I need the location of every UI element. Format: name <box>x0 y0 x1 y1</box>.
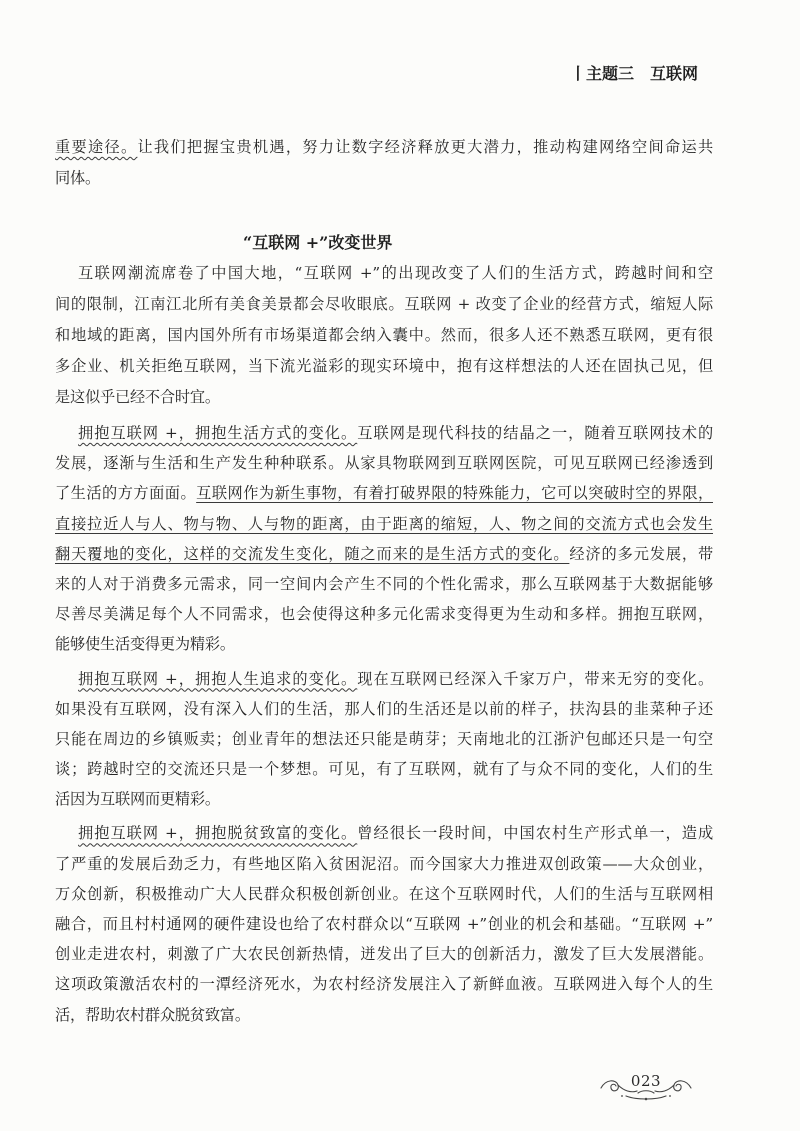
text-line <box>55 664 713 694</box>
running-header <box>570 62 698 86</box>
text-segment: 是这似乎已经不合时宜。 <box>55 388 220 406</box>
text-line <box>55 694 713 724</box>
text-segment: 互联网潮流席卷了中国大地，“互联网 +”的出现改变了人们的生活方式，跨越时间和空 <box>78 264 713 282</box>
text-segment: 互联网是现代科技的结晶之一，随着互联网技术的 <box>357 424 713 442</box>
text-segment: 万众创新，积极推动广大人民群众积极创新创业。在这个互联网时代，人们的生活与互联网相 <box>55 884 713 903</box>
text-line <box>55 629 713 659</box>
text-line <box>55 351 713 382</box>
text-line <box>55 448 713 478</box>
text-line <box>55 849 713 879</box>
underlined-phrase: 重要途径。 <box>55 138 138 156</box>
text-line <box>55 569 713 599</box>
underlined-phrase: 直接拉近人与人、物与物、人与物的距离，由于距离的缩短，人、物之间的交流方式也会发生 <box>55 514 713 533</box>
text-line <box>55 478 713 508</box>
underlined-phrase: 拥抱互联网 +，拥抱脱贫致富的变化。 <box>78 824 358 843</box>
article-title: “互联网 +”改变世界 <box>243 233 393 252</box>
page-number: 023 <box>630 1072 662 1090</box>
text-segment: 现在互联网已经深入千家万户，带来无穷的变化。 <box>357 669 713 688</box>
underlined-phrase: 拥抱互联网 +，拥抱生活方式的变化。 <box>78 424 358 442</box>
text-segment: 创业走进农村，刺激了广大农民创新热情，迸发出了巨大的创新活力，激发了巨大发展潜能。 <box>55 945 713 964</box>
text-line <box>55 258 713 289</box>
paragraph-2 <box>55 418 713 660</box>
text-segment: 多企业、机关拒绝互联网，当下流光溢彩的现实环境中，抱有这样想法的人还在固执己见，但 <box>55 357 713 375</box>
text-segment: 同体。 <box>55 169 100 187</box>
text-line <box>55 784 713 814</box>
text-segment: 了严重的发展后劲乏力，有些地区陷入贫困泥沼。而今国家大力推进双创政策——大众创业， <box>55 854 713 873</box>
text-segment: 间的限制，江南江北所有美食美景都会尽收眼底。互联网 + 改变了企业的经营方式，缩短人际 <box>55 295 713 313</box>
header-section: 丨主题三 <box>569 64 634 83</box>
text-line <box>55 1000 713 1030</box>
text-line <box>55 909 713 939</box>
text-segment: 能够使生活变得更为精彩。 <box>55 635 235 654</box>
text-line <box>55 754 713 784</box>
text-segment: 了生活的方方面面。 <box>55 484 197 503</box>
page-footer <box>598 1066 694 1102</box>
header-topic: 互联网 <box>649 64 698 83</box>
text-segment: 让我们把握宝贵机遇，努力让数字经济释放更大潜力，推动构建网络空间命运共 <box>137 138 713 156</box>
text-segment: 活，帮助农村群众脱贫致富。 <box>55 1005 250 1024</box>
continued-paragraph <box>55 132 713 194</box>
underlined-phrase: 拥抱互联网 +，拥抱人生追求的变化。 <box>78 669 358 688</box>
text-line <box>55 382 713 413</box>
text-line <box>55 969 713 999</box>
paragraph-3 <box>55 664 713 815</box>
text-segment: 来的人对于消费多元需求，同一空间内会产生不同的个性化需求，那么互联网基于大数据能够 <box>55 574 713 593</box>
text-segment: 谈；跨越时空的交流还只是一个梦想。可见，有了互联网，就有了与众不同的变化，人们的生 <box>55 760 713 779</box>
text-line <box>55 818 713 848</box>
text-segment: 这项政策激活农村的一潭经济死水，为农村经济发展注入了新鲜血液。互联网进入每个人的生 <box>55 975 713 994</box>
paragraph-1 <box>55 258 713 413</box>
text-line <box>55 132 713 163</box>
text-segment: 和地域的距离，国内国外所有市场渠道都会纳入囊中。然而，很多人还不熟悉互联网，更有很 <box>55 326 713 344</box>
text-segment: 曾经很长一段时间，中国农村生产形式单一，造成 <box>357 824 713 843</box>
text-segment: 只能在周边的乡镇贩卖；创业青年的想法还只能是萌芽；天南地北的江浙沪包邮还只是一句空 <box>55 729 713 748</box>
text-line <box>55 163 713 194</box>
text-line <box>55 539 713 569</box>
text-line <box>55 599 713 629</box>
text-line <box>55 879 713 909</box>
text-line <box>55 289 713 320</box>
text-line <box>55 320 713 351</box>
text-segment: 如果没有互联网，没有深入人们的生活，那人们的生活还是以前的样子，扶沟县的韭菜种子还 <box>55 699 713 718</box>
text-line <box>55 509 713 539</box>
underlined-phrase: 翻天覆地的变化，这样的交流发生变化，随之而来的是生活方式的变化。 <box>55 544 570 563</box>
text-line <box>55 418 713 448</box>
text-segment: 活因为互联网而更精彩。 <box>55 790 220 809</box>
text-segment: 发展，逐渐与生活和生产发生种种联系。从家具物联网到互联网医院，可见互联网已经渗透到 <box>55 454 713 473</box>
underlined-phrase: 互联网作为新生事物，有着打破界限的特殊能力，它可以突破时空的界限， <box>196 484 713 503</box>
text-segment: 融合，而且村村通网的硬件建设也给了农村群众以“互联网 +”创业的机会和基础。“互联网 +” <box>55 915 713 933</box>
paragraph-4 <box>55 818 713 1029</box>
text-segment: 经济的多元发展，带 <box>569 544 713 563</box>
text-line <box>55 939 713 969</box>
text-line <box>55 724 713 754</box>
article-body <box>55 132 713 1030</box>
text-segment: 尽善尽美满足每个人不同需求，也会使得这种多元化需求变得更为生动和多样。拥抱互联网， <box>55 605 713 624</box>
